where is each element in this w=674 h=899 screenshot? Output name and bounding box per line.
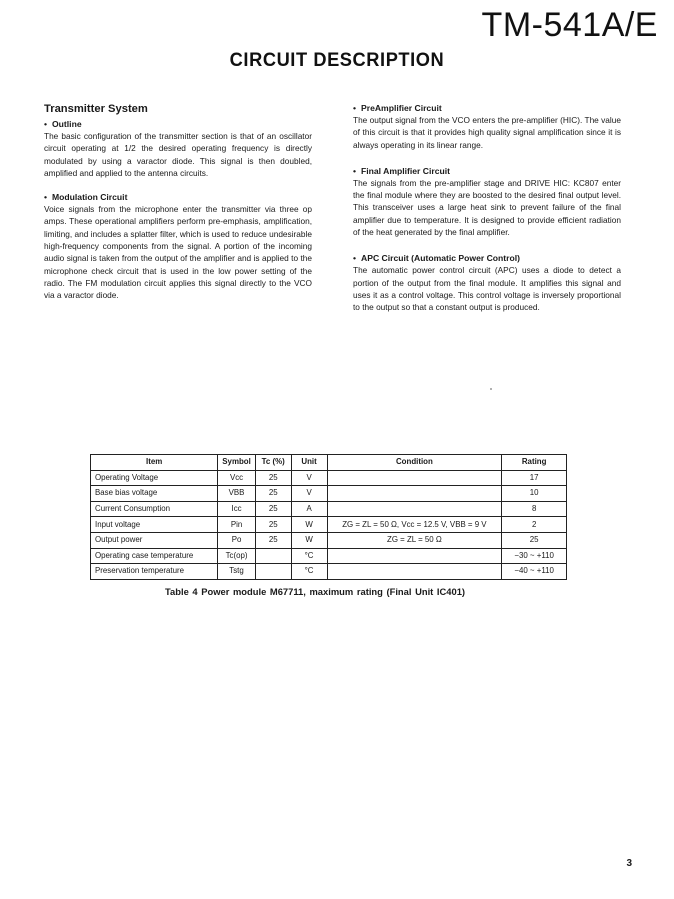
scan-speck — [490, 388, 492, 390]
col-header: Tc (%) — [255, 455, 291, 471]
table-cell: VBB — [218, 486, 256, 502]
bullet-icon: • — [353, 103, 357, 113]
table-cell — [327, 548, 502, 564]
table-cell: °C — [291, 548, 327, 564]
table-cell — [327, 564, 502, 580]
table-cell — [327, 470, 502, 486]
section-text-apc: The automatic power control circuit (APC) uses a diode to detect a portion of the output from the final module. It amplifies this signal and uses it as a control voltage. This control voltage is inversely proportional to the output so that a constant output is produced. — [353, 265, 621, 313]
table-header-row — [91, 455, 567, 471]
bullet-icon: • — [44, 119, 48, 129]
table-row — [91, 548, 567, 564]
table-cell: Output power — [91, 532, 218, 548]
table-cell: Operating case temperature — [91, 548, 218, 564]
table-cell: Input voltage — [91, 517, 218, 533]
table-cell: ZG = ZL = 50 Ω — [327, 532, 502, 548]
section-heading-final-amp: • Final Amplifier Circuit — [353, 165, 450, 176]
table-cell: A — [291, 501, 327, 517]
table-cell: Tstg — [218, 564, 256, 580]
table-cell: 25 — [255, 517, 291, 533]
table-cell: °C — [291, 564, 327, 580]
table-cell: Base bias voltage — [91, 486, 218, 502]
table-cell: Operating Voltage — [91, 470, 218, 486]
table-row — [91, 564, 567, 580]
table-cell: 10 — [502, 486, 567, 502]
table-caption: Table 4 Power module M67711, maximum rating (Final Unit IC401) — [165, 586, 466, 597]
col-header: Item — [91, 455, 218, 471]
table-row — [91, 517, 567, 533]
table-cell — [327, 486, 502, 502]
table-cell: Preservation temperature — [91, 564, 218, 580]
col-header: Symbol — [218, 455, 256, 471]
table-cell: 8 — [502, 501, 567, 517]
table-cell: V — [291, 486, 327, 502]
system-heading: Transmitter System — [44, 103, 148, 115]
table-cell: 25 — [255, 532, 291, 548]
table-cell: 2 — [502, 517, 567, 533]
table-cell: 25 — [255, 470, 291, 486]
table-cell: Vcc — [218, 470, 256, 486]
bullet-icon: • — [353, 253, 357, 264]
section-text-final-amp: The signals from the pre-amplifier stage and DRIVE HIC: KC807 enter the final module where they are boosted to the desired final output level. This transceiver uses a large heat sink to prevent failure of the final amplifier due to temperature. It is designed to provide efficient radiation of the heat generated by the final amplifier. — [353, 177, 621, 238]
col-header: Unit — [291, 455, 327, 471]
table-cell: V — [291, 470, 327, 486]
table-cell: 25 — [502, 532, 567, 548]
section-text-outline: The basic configuration of the transmitter section is that of an oscillator circuit operating at 1/2 the desired operating frequency is directly modulated by using a varactor diode. This signal is then doubled, amplified and applied to the antenna circuits. — [44, 131, 312, 178]
table-cell — [255, 548, 291, 564]
table-row — [91, 532, 567, 548]
table-cell: W — [291, 532, 327, 548]
table-cell: Pin — [218, 517, 256, 533]
section-heading-modulation: • Modulation Circuit — [44, 192, 128, 203]
section-heading-apc: • APC Circuit (Automatic Power Control) — [353, 253, 520, 264]
table-cell — [255, 564, 291, 580]
col-header: Rating — [502, 455, 567, 471]
table-cell: Icc — [218, 501, 256, 517]
bullet-icon: • — [44, 192, 48, 203]
section-heading-preamp: • PreAmplifier Circuit — [353, 103, 442, 113]
table-cell: 17 — [502, 470, 567, 486]
section-text-modulation: Voice signals from the microphone enter the transmitter via three op amps. These operational amplifiers perform pre-emphasis, amplification, limiting, and includes a splatter filter, which is used to reduce undesirable high-frequency components from the signal. A portion of the incoming audio signal is taken from the output of the amplifier and is applied to the microphone check circuit that is used in the low power setting of the radio. The FM modulation circuit applies this signal directly to the VCO via a varactor diode. — [44, 204, 312, 301]
table-row — [91, 470, 567, 486]
table-row — [91, 501, 567, 517]
table-cell: Tc(op) — [218, 548, 256, 564]
col-header: Condition — [327, 455, 502, 471]
section-heading-outline: • Outline — [44, 119, 82, 129]
bullet-icon: • — [353, 165, 357, 176]
table-cell: ZG = ZL = 50 Ω, Vcc = 12.5 V, VBB = 9 V — [327, 517, 502, 533]
table-cell: Current Consumption — [91, 501, 218, 517]
section-text-preamp: The output signal from the VCO enters the pre-amplifier (HIC). The value of this circuit is that it provides high quality signal amplification since it is always operating in its linear range. — [353, 115, 621, 150]
table-cell: W — [291, 517, 327, 533]
model-number: TM-541A/E — [481, 6, 658, 44]
table-cell: −40 ~ +110 — [502, 564, 567, 580]
table-cell: −30 ~ +110 — [502, 548, 567, 564]
spec-table — [90, 454, 567, 580]
table-cell — [327, 501, 502, 517]
table-cell: Po — [218, 532, 256, 548]
right-column — [353, 102, 621, 326]
table-row — [91, 486, 567, 502]
table-cell: 25 — [255, 486, 291, 502]
page-title: CIRCUIT DESCRIPTION — [229, 50, 445, 71]
table-cell: 25 — [255, 501, 291, 517]
page-number: 3 — [626, 858, 632, 869]
left-column — [44, 102, 312, 314]
